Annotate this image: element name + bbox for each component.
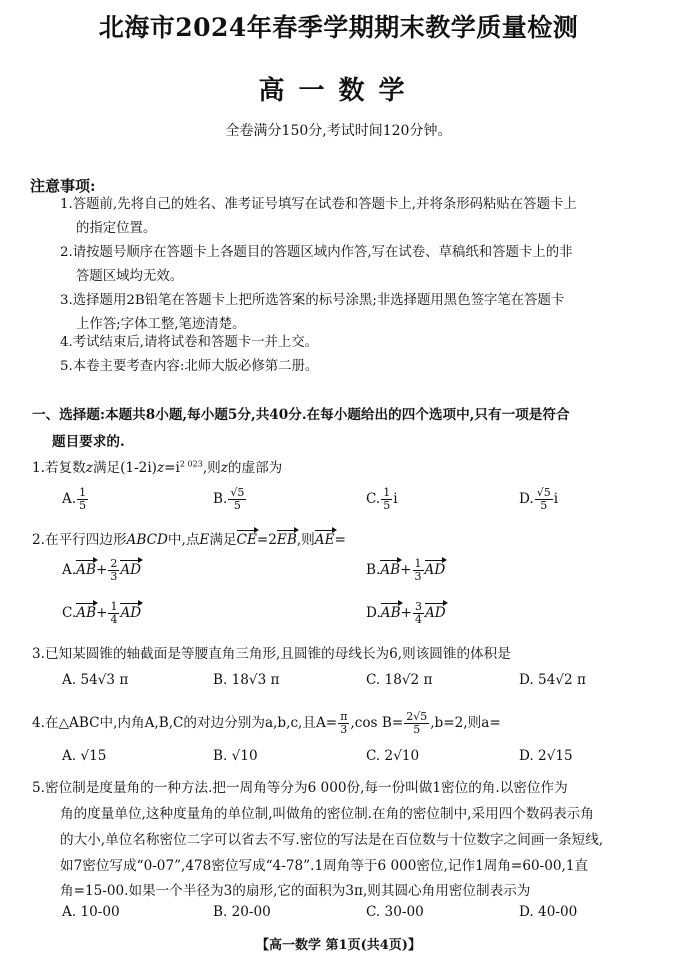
q4-option-d[interactable]: D. 2√15 (519, 748, 573, 764)
notice-line: 3.选择题用2B铅笔在答题卡上把所选答案的标号涂黑;非选择题用黑色签字笔在答题卡 (60, 293, 565, 308)
q3-option-c[interactable]: C. 18√2 π (366, 672, 433, 688)
notice-line: 的指定位置。 (76, 221, 157, 236)
q4-option-c[interactable]: C. 2√10 (366, 748, 420, 764)
q3-option-a[interactable]: A. 54√3 π (62, 672, 129, 688)
q4-option-a[interactable]: A. √15 (62, 748, 107, 764)
question-5-line: 角的度量单位,这种度量角的单位制,叫做角的密位制.在角的密位制中,采用四个数码表示角 (60, 806, 594, 822)
question-2-stem: 2.在平行四边形ABCD中,点E满足CE=2EB,则AE= (32, 532, 346, 548)
question-5-line: 角=15-00.如果一个半径为3的扇形,它的面积为3π,则其圆心角用密位制表示为 (60, 883, 531, 899)
section-heading: 一、选择题:本题共8小题,每小题5分,共40分.在每小题给出的四个选项中,只有一项是符合 (32, 407, 570, 423)
question-5-line: 如7密位写成“0-07”,478密位写成“4-78”.1周角等于6 000密位,记作1周角=60-00,1直 (60, 858, 589, 874)
q4-option-b[interactable]: B. √10 (213, 748, 258, 764)
q2-option-a[interactable]: A.AB+ $\frac{2}{3}$ AD (62, 557, 142, 583)
q1-option-b[interactable]: B. $\frac{√5}{5}$ (213, 486, 245, 512)
q5-option-a[interactable]: A. 10-00 (62, 904, 120, 920)
q2-option-d[interactable]: D.AB+ $\frac{3}{4}$ AD (366, 600, 446, 626)
exam-title: 北海市2024年春季学期期末教学质量检测 (98, 13, 579, 42)
q3-option-d[interactable]: D. 54√2 π (519, 672, 586, 688)
q5-option-d[interactable]: D. 40-00 (519, 904, 578, 920)
q5-option-b[interactable]: B. 20-00 (213, 904, 271, 920)
notice-line: 上作答;字体工整,笔迹清楚。 (76, 317, 246, 332)
subject-title: 高一数学 (258, 76, 419, 106)
notice-line: 4.考试结束后,请将试卷和答题卡一并上交。 (60, 335, 319, 350)
notice-line: 1.答题前,先将自己的姓名、准考证号填写在试卷和答题卡上,并将条形码粘贴在答题卡上 (60, 197, 577, 212)
question-3-stem: 3.已知某圆锥的轴截面是等腰直角三角形,且圆锥的母线长为6,则该圆锥的体积是 (32, 646, 511, 662)
q2-option-c[interactable]: C.AB+ $\frac{1}{4}$ AD (62, 600, 142, 626)
q1-option-c[interactable]: C. $\frac{1}{5}$ i (366, 486, 398, 512)
exam-info: 全卷满分150分,考试时间120分钟。 (225, 123, 452, 139)
page-footer: 【高一数学 第1页(共4页)】 (256, 938, 421, 953)
q2-option-b[interactable]: B.AB+ $\frac{1}{3}$ AD (366, 557, 446, 583)
notice-line: 5.本卷主要考查内容:北师大版必修第二册。 (60, 359, 319, 374)
question-1-stem: 1.若复数z满足$(1-2i)z=i^{2 023}$,则z的虚部为 (32, 459, 283, 476)
q1-option-d[interactable]: D. $\frac{√5}{5}$ i (519, 486, 559, 512)
section-heading-cont: 题目要求的. (52, 434, 125, 450)
q5-option-c[interactable]: C. 30-00 (366, 904, 424, 920)
notice-line: 答题区域均无效。 (76, 269, 184, 284)
question-4-stem: 4.在△ABC中,内角A,B,C的对边分别为a,b,c,且A= $\frac{\pi}{3}$ ,cos B= $\frac{2√5}{5}$ ,b=2,则a= (32, 710, 501, 736)
question-5-line: 的大小,单位名称密位二字可以省去不写.密位的写法是在百位数与十位数字之间画一条短线, (60, 832, 604, 848)
q3-option-b[interactable]: B. 18√3 π (213, 672, 280, 688)
q1-option-a[interactable]: A. $\frac{1}{5}$ (62, 486, 87, 512)
notice-line: 2.请按题号顺序在答题卡上各题目的答题区域内作答,写在试卷、草稿纸和答题卡上的非 (60, 245, 573, 260)
question-5-line: 5.密位制是度量角的一种方法.把一周角等分为6 000份,每一份叫做1密位的角.以密位作为 (32, 780, 568, 796)
notice-heading: 注意事项: (30, 177, 96, 195)
